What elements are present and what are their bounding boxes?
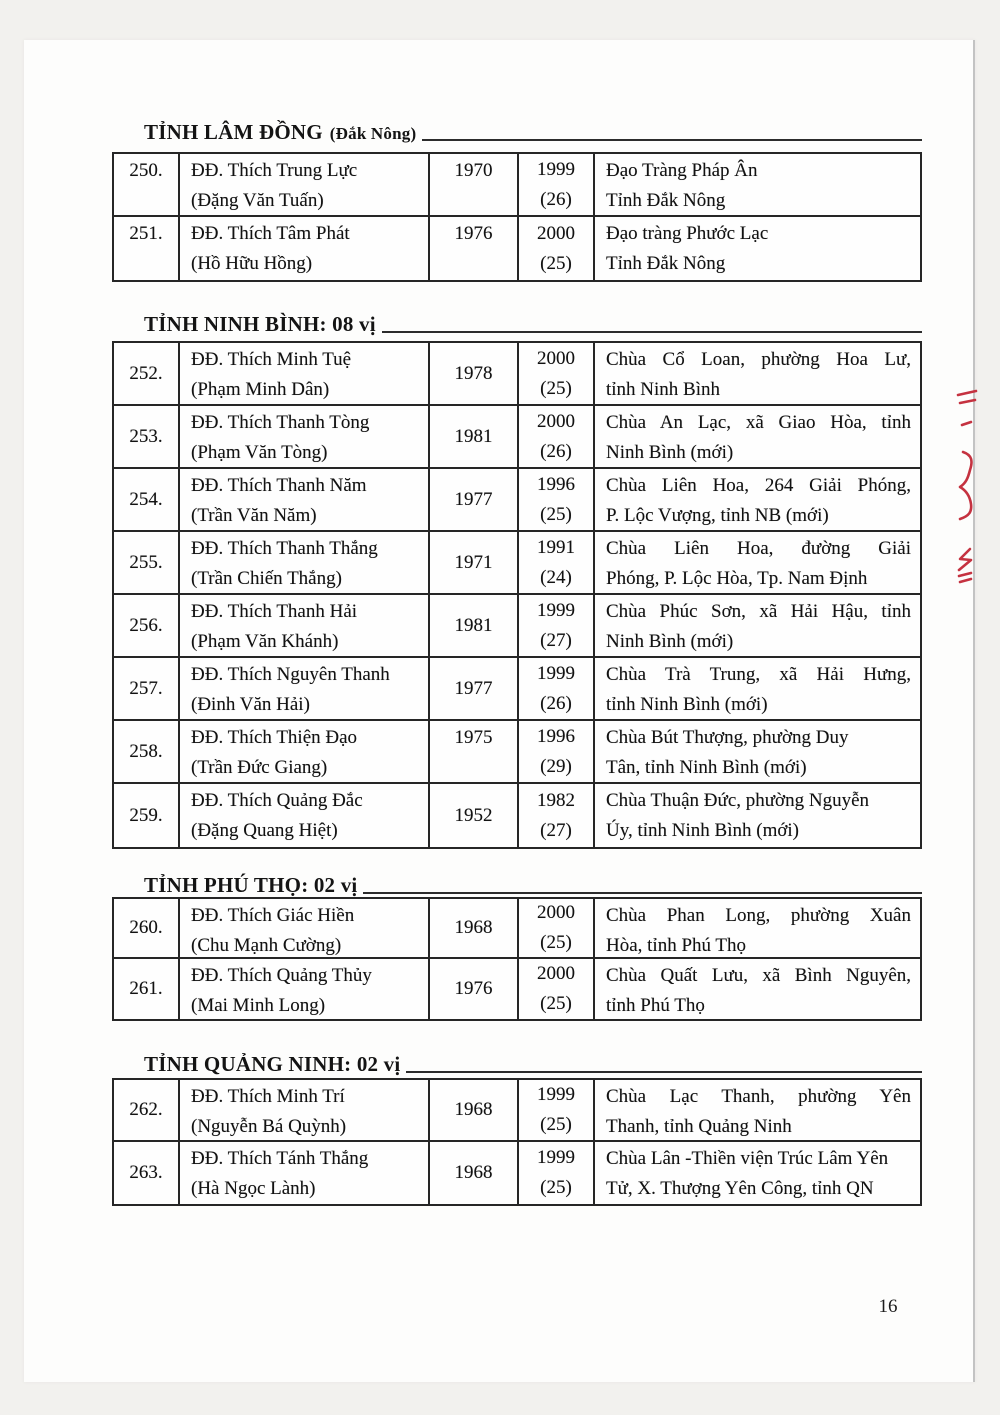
cell-birth-year: 1968 bbox=[430, 899, 519, 957]
secular-name: (Mai Minh Long) bbox=[191, 995, 326, 1016]
table-row bbox=[114, 469, 920, 532]
cell-index: 257. bbox=[114, 658, 180, 719]
table-row bbox=[114, 721, 920, 784]
cell-index: 263. bbox=[114, 1142, 180, 1204]
header-rule bbox=[363, 892, 922, 894]
cell-birth-year: 1981 bbox=[430, 406, 519, 467]
temple-line: P. Lộc Vượng, tỉnh NB (mới) bbox=[606, 505, 829, 526]
cell-index: 262. bbox=[114, 1080, 180, 1140]
ordination-age: (29) bbox=[540, 755, 572, 777]
temple-line: Chùa Phúc Sơn, xã Hải Hậu, tỉnh bbox=[606, 601, 911, 622]
temple-line: Chùa Trà Trung, xã Hải Hưng, bbox=[606, 664, 911, 685]
cell-ordination bbox=[519, 532, 595, 593]
table-row bbox=[114, 1080, 920, 1142]
ordination-year: 1999 bbox=[537, 1084, 575, 1105]
cell-temple bbox=[595, 1080, 920, 1140]
cell-index: 259. bbox=[114, 784, 180, 847]
monk-name: ĐĐ. Thích Minh Trí bbox=[191, 1086, 345, 1107]
scribble-mark bbox=[959, 549, 971, 582]
temple-line: Chùa Phan Long, phường Xuân bbox=[606, 905, 911, 926]
cell-index: 250. bbox=[114, 154, 180, 215]
temple-line: Chùa Lân -Thiền viện Trúc Lâm Yên bbox=[606, 1148, 889, 1169]
table-row bbox=[114, 959, 920, 1019]
temple-line: Ninh Bình (mới) bbox=[606, 442, 734, 463]
ordination-age: (27) bbox=[540, 819, 572, 841]
cell-temple bbox=[595, 899, 920, 957]
temple-line: Ninh Bình (mới) bbox=[606, 631, 734, 652]
cell-ordination bbox=[519, 1142, 595, 1204]
cell-temple bbox=[595, 721, 920, 782]
cell-birth-year: 1968 bbox=[430, 1080, 519, 1140]
cell-name bbox=[180, 406, 430, 467]
cell-ordination bbox=[519, 406, 595, 467]
cell-index: 251. bbox=[114, 217, 180, 280]
cell-name bbox=[180, 217, 430, 280]
cell-ordination bbox=[519, 343, 595, 404]
cell-ordination bbox=[519, 658, 595, 719]
cell-temple bbox=[595, 784, 920, 847]
ordination-year: 1982 bbox=[537, 789, 575, 811]
ordination-age: (25) bbox=[540, 932, 572, 953]
section-title-suffix: (Đắk Nông) bbox=[329, 124, 417, 143]
cell-index: 253. bbox=[114, 406, 180, 467]
monk-name: ĐĐ. Thích Quảng Thủy bbox=[191, 965, 372, 986]
ordination-year: 2000 bbox=[537, 410, 575, 432]
secular-name: (Hồ Hữu Hồng) bbox=[191, 253, 313, 274]
section-title bbox=[144, 1052, 922, 1077]
ordination-year: 1996 bbox=[537, 725, 575, 747]
secular-name: (Phạm Văn Khánh) bbox=[191, 631, 339, 652]
temple-line: Tỉnh Đắk Nông bbox=[606, 190, 726, 211]
cell-index: 255. bbox=[114, 532, 180, 593]
cell-index: 256. bbox=[114, 595, 180, 656]
cell-birth-year: 1978 bbox=[430, 343, 519, 404]
cell-birth-year: 1976 bbox=[430, 217, 519, 280]
table-row bbox=[114, 343, 920, 406]
section-title bbox=[144, 120, 922, 145]
secular-name: (Chu Mạnh Cường) bbox=[191, 935, 342, 956]
secular-name: (Đinh Văn Hải) bbox=[191, 694, 310, 715]
cell-index: 260. bbox=[114, 899, 180, 957]
table-row bbox=[114, 217, 920, 280]
temple-line: Phóng, P. Lộc Hòa, Tp. Nam Định bbox=[606, 568, 868, 589]
cell-index: 258. bbox=[114, 721, 180, 782]
cell-ordination bbox=[519, 784, 595, 847]
ordination-year: 2000 bbox=[537, 963, 575, 984]
secular-name: (Đặng Quang Hiệt) bbox=[191, 820, 338, 841]
ordination-year: 1999 bbox=[537, 1147, 575, 1168]
temple-line: Chùa Cổ Loan, phường Hoa Lư, bbox=[606, 349, 911, 370]
cell-birth-year: 1976 bbox=[430, 959, 519, 1019]
cell-temple bbox=[595, 343, 920, 404]
page bbox=[24, 40, 975, 1382]
roster-table bbox=[112, 1078, 922, 1206]
secular-name: (Trần Đức Giang) bbox=[191, 757, 328, 778]
cell-index: 254. bbox=[114, 469, 180, 530]
cell-ordination bbox=[519, 899, 595, 957]
curly-brace-mark bbox=[960, 452, 972, 519]
monk-name: ĐĐ. Thích Quảng Đắc bbox=[191, 790, 363, 811]
temple-line: Chùa Liên Hoa, đường Giải bbox=[606, 538, 911, 559]
temple-line: tỉnh Ninh Bình (mới) bbox=[606, 694, 768, 715]
secular-name: (Phạm Văn Tòng) bbox=[191, 442, 328, 463]
temple-line: Tân, tỉnh Ninh Bình (mới) bbox=[606, 757, 807, 778]
temple-line: Chùa Bút Thượng, phường Duy bbox=[606, 727, 849, 748]
cell-ordination bbox=[519, 469, 595, 530]
cell-ordination bbox=[519, 595, 595, 656]
temple-line: Chùa Liên Hoa, 264 Giải Phóng, bbox=[606, 475, 911, 496]
dash-mark bbox=[962, 422, 971, 425]
cell-temple bbox=[595, 469, 920, 530]
table-row bbox=[114, 532, 920, 595]
ordination-age: (26) bbox=[540, 188, 572, 210]
monk-name: ĐĐ. Thích Thanh Tòng bbox=[191, 412, 370, 433]
cell-name bbox=[180, 1142, 430, 1204]
section-title-text: TỈNH LÂM ĐỒNG bbox=[144, 120, 323, 144]
ordination-year: 1991 bbox=[537, 536, 575, 558]
ordination-age: (25) bbox=[540, 503, 572, 525]
table-row bbox=[114, 784, 920, 847]
cell-name bbox=[180, 343, 430, 404]
temple-line: Tỉnh Đắk Nông bbox=[606, 253, 726, 274]
ordination-age: (25) bbox=[540, 993, 572, 1014]
temple-line: Hòa, tỉnh Phú Thọ bbox=[606, 935, 747, 956]
table-row bbox=[114, 1142, 920, 1204]
ordination-year: 1999 bbox=[537, 599, 575, 621]
cell-name bbox=[180, 532, 430, 593]
monk-name: ĐĐ. Thích Tánh Thắng bbox=[191, 1148, 369, 1169]
temple-line: Chùa Lạc Thanh, phường Yên bbox=[606, 1086, 911, 1107]
cell-temple bbox=[595, 406, 920, 467]
monk-name: ĐĐ. Thích Thanh Thắng bbox=[191, 538, 378, 559]
temple-line: Chùa Quất Lưu, xã Bình Nguyên, bbox=[606, 965, 911, 986]
temple-line: Tử, X. Thượng Yên Công, tỉnh QN bbox=[606, 1178, 874, 1199]
page-number: 16 bbox=[878, 1296, 898, 1317]
cell-birth-year: 1971 bbox=[430, 532, 519, 593]
ordination-year: 2000 bbox=[537, 347, 575, 369]
ordination-age: (25) bbox=[540, 377, 572, 399]
ordination-age: (25) bbox=[540, 1177, 572, 1198]
cell-index: 252. bbox=[114, 343, 180, 404]
temple-line: tỉnh Phú Thọ bbox=[606, 995, 705, 1016]
monk-name: ĐĐ. Thích Thanh Hải bbox=[191, 601, 358, 622]
cell-birth-year: 1952 bbox=[430, 784, 519, 847]
temple-line: Úy, tỉnh Ninh Bình (mới) bbox=[606, 820, 800, 841]
temple-line: tỉnh Ninh Bình bbox=[606, 379, 721, 400]
ordination-age: (26) bbox=[540, 692, 572, 714]
monk-name: ĐĐ. Thích Thiện Đạo bbox=[191, 727, 358, 748]
temple-line: Chùa Thuận Đức, phường Nguyễn bbox=[606, 790, 870, 811]
cell-temple bbox=[595, 658, 920, 719]
monk-name: ĐĐ. Thích Trung Lực bbox=[191, 160, 358, 181]
temple-line: Thanh, tỉnh Quảng Ninh bbox=[606, 1116, 792, 1137]
double-dash-mark bbox=[958, 391, 976, 403]
ordination-age: (25) bbox=[540, 1114, 572, 1135]
secular-name: (Nguyễn Bá Quỳnh) bbox=[191, 1116, 347, 1137]
cell-index: 261. bbox=[114, 959, 180, 1019]
cell-ordination bbox=[519, 1080, 595, 1140]
cell-birth-year: 1975 bbox=[430, 721, 519, 782]
temple-line: Đạo Tràng Pháp Ân bbox=[606, 160, 758, 181]
table-row bbox=[114, 406, 920, 469]
cell-name bbox=[180, 784, 430, 847]
secular-name: (Phạm Minh Dân) bbox=[191, 379, 330, 400]
cell-birth-year: 1981 bbox=[430, 595, 519, 656]
roster-table bbox=[112, 897, 922, 1021]
roster-table bbox=[112, 341, 922, 849]
ordination-year: 2000 bbox=[537, 902, 575, 923]
table-row bbox=[114, 595, 920, 658]
header-rule bbox=[406, 1071, 922, 1073]
cell-ordination bbox=[519, 721, 595, 782]
cell-temple bbox=[595, 532, 920, 593]
section-title-text: TỈNH PHÚ THỌ: 02 vị bbox=[144, 873, 358, 897]
secular-name: (Đặng Văn Tuấn) bbox=[191, 190, 324, 211]
cell-temple bbox=[595, 959, 920, 1019]
table-row bbox=[114, 154, 920, 217]
ordination-age: (25) bbox=[540, 252, 572, 274]
header-rule bbox=[382, 331, 922, 333]
red-margin-annotations bbox=[948, 383, 992, 593]
ordination-age: (24) bbox=[540, 566, 572, 588]
monk-name: ĐĐ. Thích Nguyên Thanh bbox=[191, 664, 390, 685]
secular-name: (Trần Chiến Thắng) bbox=[191, 568, 342, 589]
monk-name: ĐĐ. Thích Giác Hiền bbox=[191, 905, 355, 926]
cell-ordination bbox=[519, 959, 595, 1019]
monk-name: ĐĐ. Thích Thanh Năm bbox=[191, 475, 367, 496]
section-title-text: TỈNH NINH BÌNH: 08 vị bbox=[144, 312, 376, 336]
temple-line: Đạo tràng Phước Lạc bbox=[606, 223, 769, 244]
header-rule bbox=[422, 139, 922, 141]
cell-birth-year: 1977 bbox=[430, 469, 519, 530]
cell-ordination bbox=[519, 154, 595, 215]
cell-birth-year: 1977 bbox=[430, 658, 519, 719]
cell-name bbox=[180, 959, 430, 1019]
cell-name bbox=[180, 595, 430, 656]
secular-name: (Trần Văn Năm) bbox=[191, 505, 317, 526]
cell-ordination bbox=[519, 217, 595, 280]
monk-name: ĐĐ. Thích Minh Tuệ bbox=[191, 349, 352, 370]
roster-table bbox=[112, 152, 922, 282]
section-title-text: TỈNH QUẢNG NINH: 02 vị bbox=[144, 1052, 401, 1076]
cell-name bbox=[180, 469, 430, 530]
cell-birth-year: 1968 bbox=[430, 1142, 519, 1204]
table-row bbox=[114, 899, 920, 959]
cell-name bbox=[180, 658, 430, 719]
table-row bbox=[114, 658, 920, 721]
monk-name: ĐĐ. Thích Tâm Phát bbox=[191, 223, 350, 244]
ordination-year: 1999 bbox=[537, 662, 575, 684]
temple-line: Chùa An Lạc, xã Giao Hòa, tỉnh bbox=[606, 412, 911, 433]
cell-name bbox=[180, 1080, 430, 1140]
section-title bbox=[144, 873, 922, 898]
cell-temple bbox=[595, 154, 920, 215]
ordination-age: (27) bbox=[540, 629, 572, 651]
ordination-year: 2000 bbox=[537, 222, 575, 244]
cell-birth-year: 1970 bbox=[430, 154, 519, 215]
ordination-year: 1999 bbox=[537, 158, 575, 180]
cell-name bbox=[180, 721, 430, 782]
cell-temple bbox=[595, 595, 920, 656]
ordination-age: (26) bbox=[540, 440, 572, 462]
ordination-year: 1996 bbox=[537, 473, 575, 495]
cell-temple bbox=[595, 1142, 920, 1204]
cell-name bbox=[180, 154, 430, 215]
section-title bbox=[144, 312, 922, 337]
cell-name bbox=[180, 899, 430, 957]
cell-temple bbox=[595, 217, 920, 280]
secular-name: (Hà Ngọc Lành) bbox=[191, 1178, 316, 1199]
